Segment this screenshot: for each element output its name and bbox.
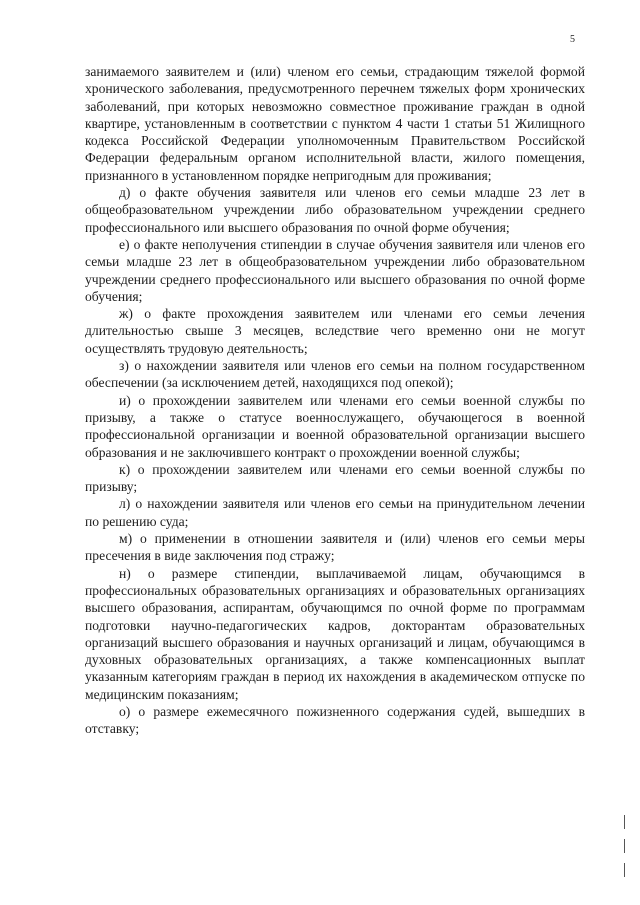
document-body [85,63,585,738]
scan-mark [624,815,625,829]
scan-mark [624,839,625,853]
paragraph-item-k: к) о прохождении заявителем или членами его семьи военной службы по призыву; [85,461,585,495]
paragraph-item-m: м) о применении в отношении заявителя и (или) членов его семьи меры пресечения в виде заключения под стражу; [85,531,585,564]
paragraph-continuation: занимаемого заявителем и (или) членом его семьи, страдающим тяжелой формой хронического заболевания, предусмотренного перечнем тяжелых форм хронических заболеваний, при которых невозможно совместное проживание граждан в одной квартире, установленным в соответствии с пунктом 4 части 1 статьи 51 Жилищного кодекса Российской Федерации уполномоченным Правительством Российской Федерации федеральным органом исполнительной власти, жилого помещения, признанного в установленном порядке непригодным для проживания; [85,64,585,183]
page-number: 5 [570,34,575,45]
scan-margin-marks [624,815,625,887]
paragraph-item-o: о) о размере ежемесячного пожизненного содержания судей, вышедших в отставку; [85,703,585,737]
scan-mark [624,863,625,877]
paragraph-item-d: д) о факте обучения заявителя или членов его семьи младше 23 лет в общеобразовательном учреждении либо образовательном учреждении среднего профессионального или высшего образования по очной форме обучения; [85,185,585,235]
paragraph-item-zh: ж) о факте прохождения заявителем или членами его семьи лечения длительностью свыше 3 месяцев, вследствие чего временно они не могут осуществлять трудовую деятельность; [85,306,585,356]
paragraph-item-z: з) о нахождении заявителя или членов его семьи на полном государственном обеспечении (за исключением детей, находящихся под опекой); [85,358,585,391]
paragraph-item-i: и) о прохождении заявителем или членами его семьи военной службы по призыву, а также о статусе военнослужащего, обучающегося в военной профессиональной организации и военной образовательной организации высшего образования и не заключившего контракт о прохождении военной службы; [85,392,585,460]
paragraph-item-e: е) о факте неполучения стипендии в случае обучения заявителя или членов его семьи младше 23 лет в общеобразовательном учреждении либо образовательном учреждении среднего профессионального или высшего образования по очной форме обучения; [85,236,585,304]
paragraph-item-l: л) о нахождении заявителя или членов его семьи на принудительном лечении по решению суда; [85,496,585,529]
paragraph-item-n: н) о размере стипендии, выплачиваемой лицам, обучающимся в профессиональных образовательных организациях и образовательных организациях высшего образования, аспирантам, обучающимся по очной форме по программам подготовки научно-педагогических кадров, докторантам образовательных организаций высшего образования и научных организаций и лицам, обучающимся в духовных образовательных организациях, а также компенсационных выплат указанным категориям граждан в период их нахождения в академическом отпуске по медицинским показаниям; [85,565,585,702]
